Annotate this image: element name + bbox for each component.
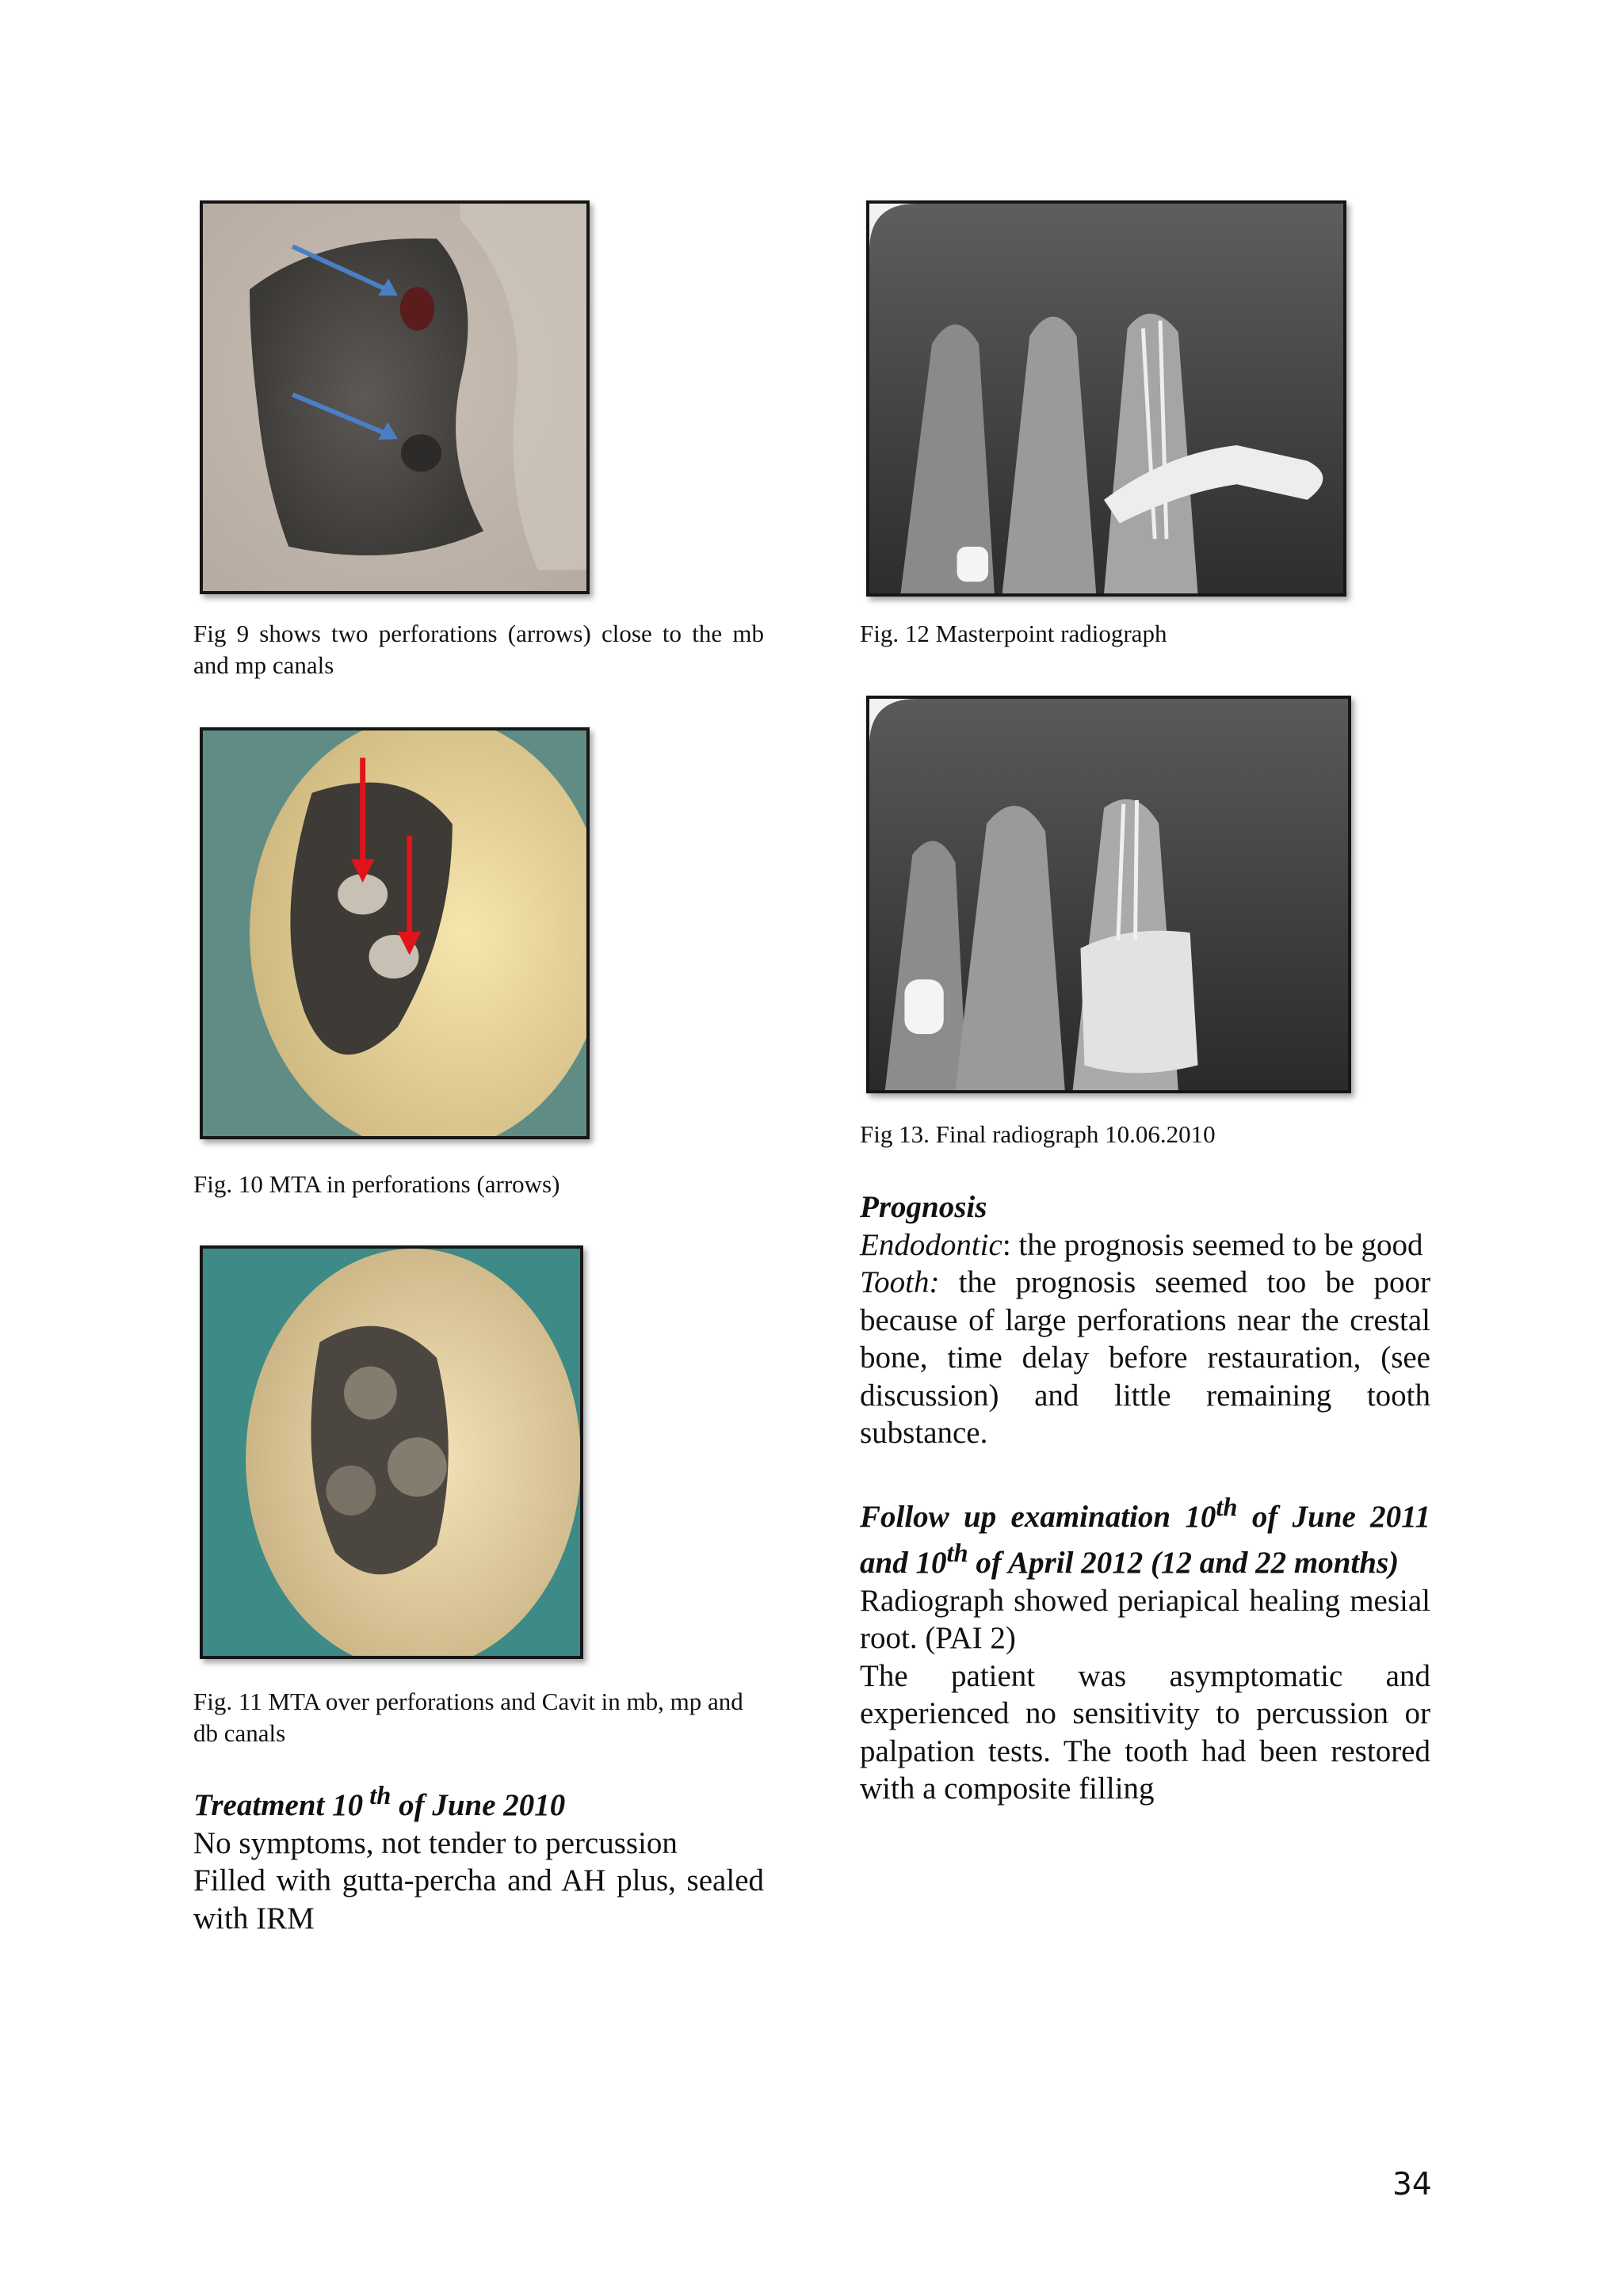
treatment-line-2: Filled with gutta-percha and AH plus, sealed with IRM bbox=[193, 1863, 764, 1936]
figure-12-radiograph bbox=[866, 200, 1346, 597]
page-number: 34 bbox=[1392, 2167, 1432, 2203]
treatment-heading: Treatment 10 $^{th}$ of June 2010 bbox=[193, 1782, 566, 1822]
prognosis-heading: Prognosis bbox=[860, 1190, 987, 1224]
prognosis-tooth: Tooth: the prognosis seemed too be poor because of large perforations near the crestal bone, time delay before restauration, (see discussion) and little remaining tooth substance. bbox=[860, 1265, 1430, 1450]
figure-13-caption: Fig 13. Final radiograph 10.06.2010 bbox=[860, 1120, 1216, 1148]
treatment-line-1: No symptoms, not tender to percussion bbox=[193, 1825, 678, 1860]
figure-9-caption: Fig 9 shows two perforations (arrows) close to the mb and mp canals bbox=[193, 620, 764, 679]
followup-heading: Follow up examination 10th of June 2011 and 10th of April 2012 (12 and 22 months) bbox=[860, 1493, 1430, 1580]
prognosis-endodontic: Endodontic: the prognosis seemed to be good bbox=[860, 1227, 1423, 1262]
figure-11-caption: Fig. 11 MTA over perforations and Cavit in mb, mp and db canals bbox=[193, 1688, 743, 1747]
followup-para-1: Radiograph showed periapical healing mesial root. (PAI 2) bbox=[860, 1583, 1430, 1655]
prognosis-section bbox=[860, 1188, 1430, 1808]
figure-11-photo bbox=[200, 1245, 583, 1659]
figure-12-caption: Fig. 12 Masterpoint radiograph bbox=[860, 620, 1167, 647]
treatment-section bbox=[193, 1778, 764, 1937]
followup-para-2: The patient was asymptomatic and experienced no sensitivity to percussion or palpation tests. The tooth had been restored with a composite filling bbox=[860, 1658, 1430, 1806]
figure-10-photo bbox=[200, 727, 590, 1139]
figure-13-radiograph bbox=[866, 696, 1351, 1093]
figure-10-caption: Fig. 10 MTA in perforations (arrows) bbox=[193, 1170, 560, 1198]
figure-9-photo bbox=[200, 200, 590, 594]
